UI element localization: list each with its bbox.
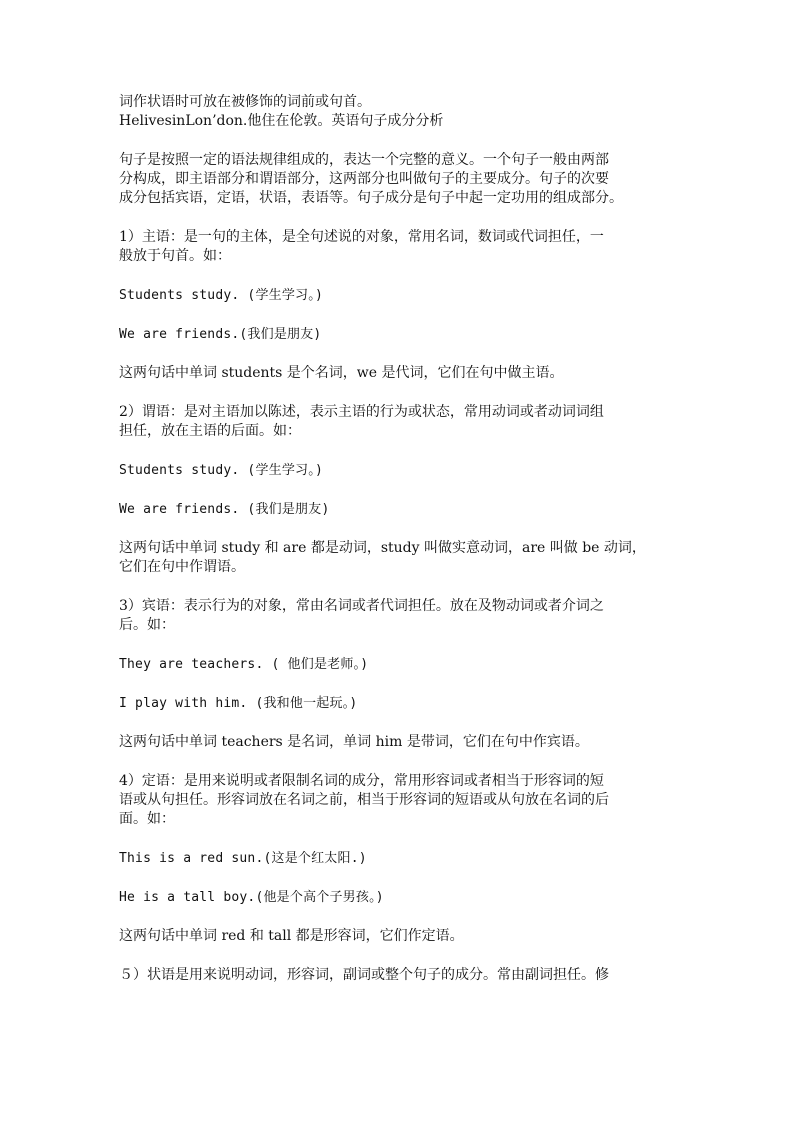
explanation-line: 这两句话中单词 study 和 are 都是动词，study 叫做实意动词，are 叫做 be 动词， bbox=[119, 540, 646, 556]
example-sentence: Students study. (学生学习。) bbox=[119, 288, 323, 303]
adverbial-section bbox=[119, 966, 681, 985]
example-sentence: Students study. (学生学习。) bbox=[119, 463, 323, 478]
explanation-line: 这两句话中单词 red 和 tall 都是形容词，它们作定语。 bbox=[119, 928, 464, 944]
section-heading: 4）定语：是用来说明或者限制名词的成分，常用形容词或者相当于形容词的短 bbox=[119, 773, 604, 789]
section-heading: 面。如： bbox=[119, 811, 175, 827]
explanation-line: 这两句话中单词 teachers 是名词，单词 him 是带词，它们在句中作宾语。 bbox=[119, 734, 589, 750]
example-sentence: We are friends.(我们是朋友) bbox=[119, 327, 322, 342]
paragraph-line: 句子是按照一定的语法规律组成的，表达一个完整的意义。一个句子一般由两部 bbox=[119, 152, 609, 168]
example-sentence: We are friends. (我们是朋友) bbox=[119, 502, 330, 517]
explanation-line: 这两句话中单词 students 是个名词，we 是代词，它们在句中做主语。 bbox=[119, 365, 564, 381]
example-sentence: He is a tall boy.(他是个高个子男孩。) bbox=[119, 890, 384, 905]
section-heading: 3）宾语：表示行为的对象，常由名词或者代词担任。放在及物动词或者介词之 bbox=[119, 598, 604, 614]
example-sentence: This is a red sun.(这是个红太阳.) bbox=[119, 851, 367, 866]
paragraph-line: 分构成，即主语部分和谓语部分，这两部分也叫做句子的主要成分。句子的次要 bbox=[119, 171, 609, 187]
section-heading: ５）状语是用来说明动词，形容词，副词或整个句子的成分。常由副词担任。修 bbox=[119, 967, 609, 983]
intro-line: 词作状语时可放在被修饰的词前或句首。 bbox=[119, 94, 371, 110]
section-heading: 般放于句首。如： bbox=[119, 248, 231, 264]
section-heading: 2）谓语：是对主语加以陈述，表示主语的行为或状态，常用动词或者动词词组 bbox=[119, 404, 604, 420]
subject-section bbox=[119, 228, 681, 383]
definition-paragraph bbox=[119, 151, 681, 208]
explanation-line: 它们在句中作谓语。 bbox=[119, 559, 245, 575]
object-section bbox=[119, 597, 681, 752]
section-heading: 后。如： bbox=[119, 617, 175, 633]
attributive-section bbox=[119, 772, 681, 946]
predicate-section bbox=[119, 403, 681, 577]
section-heading: 1）主语：是一句的主体，是全句述说的对象，常用名词，数词或代词担任，一 bbox=[119, 229, 604, 245]
section-heading: 担任，放在主语的后面。如： bbox=[119, 423, 301, 439]
intro-line: HelivesinLon’don.他住在伦敦。英语句子成分分析 bbox=[119, 113, 444, 129]
document-page bbox=[119, 93, 681, 985]
example-sentence: They are teachers. ( 他们是老师。) bbox=[119, 657, 369, 672]
example-sentence: I play with him. (我和他一起玩。) bbox=[119, 696, 358, 711]
paragraph-line: 成分包括宾语，定语，状语，表语等。句子成分是句子中起一定功用的组成部分。 bbox=[119, 190, 623, 206]
section-heading: 语或从句担任。形容词放在名词之前，相当于形容词的短语或从句放在名词的后 bbox=[119, 792, 609, 808]
